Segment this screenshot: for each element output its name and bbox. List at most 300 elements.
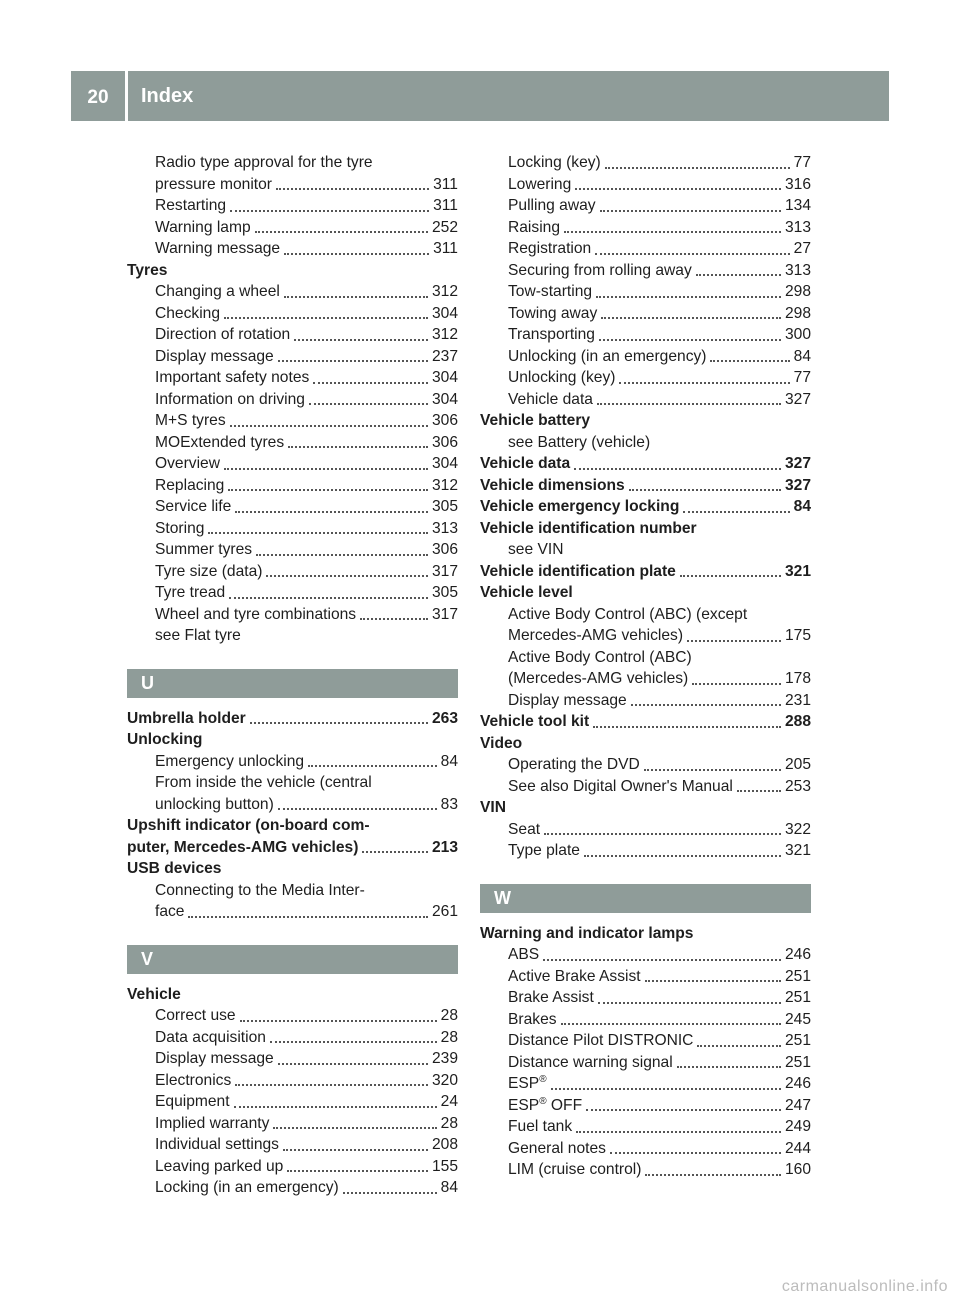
dot-leader bbox=[343, 1191, 437, 1194]
page-reference: 263 bbox=[431, 709, 458, 727]
page-reference: 312 bbox=[431, 326, 458, 343]
entry-text: ABS bbox=[508, 946, 540, 963]
registered-mark: ® bbox=[539, 1074, 547, 1085]
entry-text: Implied warranty bbox=[155, 1114, 270, 1132]
dot-leader bbox=[586, 1108, 781, 1111]
page-reference: 320 bbox=[431, 1071, 458, 1089]
entry-label bbox=[508, 260, 692, 282]
entry-text: Distance warning signal bbox=[508, 1053, 673, 1071]
entry-text: Pulling away bbox=[508, 197, 596, 214]
page-reference: 28 bbox=[440, 1114, 458, 1132]
page-reference: 246 bbox=[784, 1075, 811, 1092]
dot-leader bbox=[273, 1126, 436, 1129]
page-reference: 247 bbox=[784, 1096, 811, 1114]
entry-text: face bbox=[155, 903, 185, 920]
entry-text: Distance Pilot DISTRONIC bbox=[508, 1032, 694, 1049]
dot-leader bbox=[551, 1087, 781, 1090]
entry-label bbox=[508, 987, 594, 1009]
entry-label bbox=[508, 625, 683, 647]
index-entry[interactable] bbox=[127, 1134, 458, 1156]
index-entry[interactable] bbox=[127, 303, 458, 325]
index-entry[interactable] bbox=[127, 1048, 458, 1070]
entry-text: Changing a wheel bbox=[155, 283, 280, 300]
entry-label bbox=[480, 711, 589, 733]
index-entry[interactable] bbox=[480, 840, 811, 862]
entry-label bbox=[155, 1027, 266, 1049]
entry-text: Electronics bbox=[155, 1071, 232, 1089]
entry-label bbox=[508, 944, 539, 966]
index-subline: see VIN bbox=[508, 541, 564, 558]
dot-leader bbox=[313, 381, 428, 384]
page-reference: 84 bbox=[440, 752, 458, 770]
page-reference: 24 bbox=[440, 1093, 458, 1110]
page-reference: 251 bbox=[784, 1053, 811, 1071]
index-heading-entry[interactable] bbox=[127, 708, 458, 730]
index-entry[interactable] bbox=[480, 987, 811, 1009]
page-reference: 213 bbox=[431, 838, 458, 856]
dot-leader bbox=[598, 1001, 781, 1004]
page-reference: 239 bbox=[431, 1050, 458, 1067]
index-entry[interactable] bbox=[480, 1052, 811, 1074]
index-entry[interactable] bbox=[127, 1005, 458, 1027]
dot-leader bbox=[697, 1044, 781, 1047]
entry-text: Umbrella holder bbox=[127, 709, 246, 727]
page-reference: 84 bbox=[440, 1179, 458, 1196]
entry-text: Display message bbox=[155, 1050, 274, 1067]
dot-leader bbox=[692, 682, 781, 685]
entry-label bbox=[155, 324, 290, 346]
page-reference: 298 bbox=[784, 304, 811, 322]
page-reference: 160 bbox=[784, 1161, 811, 1178]
entry-text: Tyre size (data) bbox=[155, 562, 263, 580]
entry-text: Registration bbox=[508, 240, 592, 257]
entry-label bbox=[155, 238, 280, 260]
entry-label bbox=[480, 496, 679, 518]
index-subline: From inside the vehicle (central bbox=[155, 774, 372, 791]
entry-label bbox=[508, 754, 640, 776]
page-reference: 249 bbox=[784, 1118, 811, 1135]
dot-leader bbox=[224, 316, 428, 319]
index-entry[interactable] bbox=[480, 1138, 811, 1160]
entry-text: Storing bbox=[155, 519, 205, 537]
index-entry[interactable] bbox=[480, 1009, 811, 1031]
entry-label bbox=[155, 751, 304, 773]
index-entry[interactable] bbox=[480, 260, 811, 282]
index-entry[interactable] bbox=[127, 475, 458, 497]
page-reference: 305 bbox=[431, 584, 458, 601]
entry-text: Leaving parked up bbox=[155, 1157, 284, 1175]
watermark: carmanualsonline.info bbox=[781, 1278, 948, 1295]
index-subline: Radio type approval for the tyre bbox=[155, 154, 373, 171]
dot-leader bbox=[574, 467, 781, 470]
page-reference: 327 bbox=[784, 390, 811, 408]
entry-label bbox=[508, 389, 593, 411]
dot-leader bbox=[228, 488, 428, 491]
entry-text: Information on driving bbox=[155, 390, 305, 408]
entry-label bbox=[508, 1159, 641, 1181]
page-reference: 327 bbox=[784, 455, 811, 472]
entry-text: Data acquisition bbox=[155, 1028, 266, 1046]
page-reference: 304 bbox=[431, 304, 458, 322]
page-reference: 246 bbox=[784, 946, 811, 963]
page-reference: 252 bbox=[431, 218, 458, 236]
entry-text: Correct use bbox=[155, 1007, 236, 1024]
entry-text: M+S tyres bbox=[155, 412, 226, 429]
entry-text: puter, Mercedes-AMG vehicles) bbox=[127, 838, 359, 856]
index-heading: USB devices bbox=[127, 860, 222, 877]
index-heading-entry[interactable] bbox=[480, 453, 811, 475]
page-reference: 251 bbox=[784, 967, 811, 985]
dot-leader bbox=[287, 1169, 428, 1172]
index-heading-entry[interactable] bbox=[480, 475, 811, 497]
index-entry[interactable] bbox=[480, 754, 811, 776]
index-heading: Upshift indicator (on-board com- bbox=[127, 817, 370, 834]
entry-text: Vehicle dimensions bbox=[480, 476, 625, 494]
entry-label bbox=[480, 475, 625, 497]
index-entry[interactable] bbox=[127, 604, 458, 626]
page-reference: 83 bbox=[440, 795, 458, 813]
entry-label bbox=[155, 1177, 339, 1199]
index-subline: Active Body Control (ABC) (except bbox=[508, 605, 748, 623]
page-reference: 305 bbox=[431, 498, 458, 515]
dot-leader bbox=[631, 703, 781, 706]
page-reference: 304 bbox=[431, 390, 458, 408]
index-entry[interactable] bbox=[127, 367, 458, 389]
index-heading-entry[interactable] bbox=[480, 711, 811, 733]
index-heading-entry[interactable] bbox=[480, 496, 811, 518]
dot-leader bbox=[284, 295, 428, 298]
index-entry[interactable] bbox=[127, 1156, 458, 1178]
dot-leader bbox=[309, 402, 428, 405]
index-entry[interactable] bbox=[127, 901, 458, 923]
page-reference: 321 bbox=[784, 842, 811, 859]
entry-text: Locking (key) bbox=[508, 154, 601, 171]
dot-leader bbox=[230, 424, 428, 427]
index-entry[interactable] bbox=[127, 496, 458, 518]
entry-text: ESP bbox=[508, 1075, 540, 1092]
entry-label bbox=[155, 1091, 230, 1113]
index-entry[interactable] bbox=[127, 539, 458, 561]
entry-label bbox=[155, 1113, 269, 1135]
index-subline: see Flat tyre bbox=[155, 627, 241, 644]
index-entry[interactable] bbox=[480, 776, 811, 798]
entry-label bbox=[480, 561, 676, 583]
index-entry[interactable] bbox=[127, 410, 458, 432]
entry-text: Equipment bbox=[155, 1093, 230, 1110]
dot-leader bbox=[599, 338, 781, 341]
index-heading: Unlocking bbox=[127, 731, 203, 748]
page-reference: 317 bbox=[431, 605, 458, 623]
index-entry[interactable] bbox=[127, 794, 458, 816]
dot-leader bbox=[593, 725, 781, 728]
index-entry[interactable] bbox=[480, 195, 811, 217]
index-entry[interactable] bbox=[480, 1030, 811, 1052]
entry-text: Restarting bbox=[155, 197, 227, 214]
index-heading: Vehicle battery bbox=[480, 412, 591, 429]
index-entry[interactable] bbox=[480, 625, 811, 647]
entry-label bbox=[508, 238, 591, 260]
dot-leader bbox=[644, 768, 781, 771]
dot-leader bbox=[255, 230, 428, 233]
entry-label bbox=[155, 1048, 274, 1070]
entry-label bbox=[155, 901, 184, 923]
index-entry[interactable] bbox=[480, 1116, 811, 1138]
entry-text: Seat bbox=[508, 820, 541, 838]
page-reference: 175 bbox=[784, 627, 811, 644]
dot-leader bbox=[235, 510, 428, 513]
dot-leader bbox=[737, 789, 781, 792]
entry-text: Raising bbox=[508, 218, 561, 236]
page-reference: 178 bbox=[784, 670, 811, 687]
index-entry[interactable] bbox=[127, 324, 458, 346]
index-entry[interactable] bbox=[480, 324, 811, 346]
page-reference: 322 bbox=[784, 820, 811, 838]
index-entry[interactable] bbox=[127, 1113, 458, 1135]
dot-leader bbox=[584, 854, 781, 857]
entry-label bbox=[155, 1005, 236, 1027]
index-entry[interactable] bbox=[127, 582, 458, 604]
index-entry[interactable] bbox=[480, 152, 811, 174]
index-entry[interactable] bbox=[127, 1177, 458, 1199]
entry-text: See also Digital Owner's Manual bbox=[508, 777, 733, 795]
index-entry[interactable] bbox=[127, 217, 458, 239]
index-entry[interactable] bbox=[480, 944, 811, 966]
index-column-left bbox=[127, 152, 458, 1199]
index-entry[interactable] bbox=[480, 303, 811, 325]
dot-leader bbox=[284, 252, 429, 255]
entry-text: Transporting bbox=[508, 326, 595, 343]
page-reference: 155 bbox=[431, 1157, 458, 1175]
index-entry[interactable] bbox=[480, 238, 811, 260]
section-letter-header: U bbox=[127, 669, 458, 698]
entry-text: Fuel tank bbox=[508, 1118, 573, 1135]
entry-text: Wheel and tyre combinations bbox=[155, 605, 357, 623]
dot-leader bbox=[283, 1148, 428, 1151]
index-entry[interactable] bbox=[127, 453, 458, 475]
dot-leader bbox=[188, 915, 427, 918]
entry-text: Checking bbox=[155, 304, 221, 322]
index-entry[interactable] bbox=[480, 690, 811, 712]
dot-leader bbox=[680, 574, 781, 577]
page-reference: 84 bbox=[793, 347, 811, 365]
dot-leader bbox=[544, 832, 781, 835]
index-entry[interactable] bbox=[480, 1073, 811, 1095]
entry-text: Replacing bbox=[155, 476, 225, 494]
page-reference: 313 bbox=[784, 218, 811, 236]
entry-label bbox=[155, 281, 280, 303]
entry-label bbox=[155, 582, 225, 604]
entry-text: unlocking button) bbox=[155, 795, 274, 813]
page-reference: 321 bbox=[784, 562, 811, 580]
dot-leader bbox=[224, 467, 428, 470]
entry-label bbox=[508, 174, 571, 196]
entry-text: Vehicle data bbox=[508, 390, 593, 408]
entry-label bbox=[155, 475, 224, 497]
dot-leader bbox=[561, 1022, 781, 1025]
dot-leader bbox=[360, 617, 428, 620]
index-heading: Vehicle identification number bbox=[480, 519, 697, 537]
entry-label bbox=[508, 668, 688, 690]
entry-label bbox=[155, 453, 220, 475]
index-entry[interactable] bbox=[480, 281, 811, 303]
dot-leader bbox=[256, 553, 428, 556]
dot-leader bbox=[240, 1019, 437, 1022]
page-reference: 288 bbox=[784, 713, 811, 730]
page-reference: 327 bbox=[784, 476, 811, 494]
index-entry[interactable] bbox=[127, 751, 458, 773]
entry-label bbox=[155, 410, 226, 432]
entry-label bbox=[155, 367, 309, 389]
entry-text: Operating the DVD bbox=[508, 756, 640, 773]
dot-leader bbox=[683, 510, 789, 513]
page-reference: 306 bbox=[431, 541, 458, 558]
dot-leader bbox=[276, 187, 429, 190]
index-entry[interactable] bbox=[127, 281, 458, 303]
index-entry[interactable] bbox=[127, 346, 458, 368]
entry-text: Direction of rotation bbox=[155, 326, 291, 343]
page-reference: 311 bbox=[433, 240, 458, 257]
index-entry[interactable] bbox=[480, 174, 811, 196]
entry-label bbox=[508, 1009, 557, 1031]
entry-label bbox=[155, 1156, 283, 1178]
index-column-right bbox=[480, 152, 811, 1181]
dot-leader bbox=[235, 1083, 428, 1086]
index-entry[interactable] bbox=[127, 1027, 458, 1049]
entry-label bbox=[508, 324, 595, 346]
page-reference: 317 bbox=[431, 562, 458, 580]
entry-label bbox=[155, 217, 251, 239]
entry-text: Mercedes-AMG vehicles) bbox=[508, 627, 684, 644]
page-reference: 231 bbox=[784, 691, 811, 709]
index-entry[interactable] bbox=[480, 668, 811, 690]
dot-leader bbox=[230, 209, 429, 212]
index-entry[interactable] bbox=[480, 966, 811, 988]
dot-leader bbox=[619, 381, 789, 384]
index-entry[interactable] bbox=[127, 389, 458, 411]
index-entry[interactable] bbox=[480, 819, 811, 841]
index-entry[interactable] bbox=[127, 518, 458, 540]
index-entry[interactable] bbox=[480, 346, 811, 368]
page-header bbox=[71, 71, 889, 121]
index-heading: Tyres bbox=[127, 261, 168, 279]
index-entry[interactable] bbox=[127, 1091, 458, 1113]
page-reference: 251 bbox=[784, 1032, 811, 1049]
page-reference: 300 bbox=[784, 326, 811, 343]
dot-leader bbox=[278, 359, 428, 362]
index-entry[interactable] bbox=[127, 174, 458, 196]
entry-label bbox=[508, 1052, 673, 1074]
page-reference: 312 bbox=[431, 476, 458, 494]
entry-label bbox=[508, 346, 706, 368]
entry-label bbox=[508, 776, 733, 798]
page-reference: 244 bbox=[784, 1139, 811, 1157]
page-reference: 77 bbox=[793, 154, 811, 171]
dot-leader bbox=[270, 1040, 437, 1043]
dot-leader bbox=[278, 1062, 428, 1065]
index-entry[interactable] bbox=[127, 195, 458, 217]
page-reference: 205 bbox=[784, 756, 811, 773]
entry-label bbox=[155, 518, 204, 540]
entry-text: (Mercedes-AMG vehicles) bbox=[508, 670, 689, 687]
entry-label bbox=[508, 1095, 582, 1117]
dot-leader bbox=[597, 402, 781, 405]
index-subline: Active Body Control (ABC) bbox=[508, 648, 692, 666]
registered-mark: ® bbox=[539, 1095, 547, 1107]
entry-label bbox=[508, 217, 560, 239]
page-reference: 77 bbox=[793, 369, 811, 386]
entry-text: Brakes bbox=[508, 1010, 557, 1028]
index-entry[interactable] bbox=[127, 561, 458, 583]
entry-label bbox=[508, 152, 601, 174]
index-heading: Vehicle bbox=[127, 985, 181, 1003]
page-reference: 306 bbox=[431, 433, 458, 451]
entry-text: Towing away bbox=[508, 304, 598, 322]
index-subline: Connecting to the Media Inter- bbox=[155, 881, 365, 899]
index-heading: Vehicle level bbox=[480, 584, 573, 601]
dot-leader bbox=[278, 807, 437, 810]
entry-text: Locking (in an emergency) bbox=[155, 1179, 339, 1196]
entry-label bbox=[155, 561, 262, 583]
entry-label bbox=[155, 1070, 231, 1092]
entry-label bbox=[508, 1138, 606, 1160]
dot-leader bbox=[543, 958, 781, 961]
page-reference: 28 bbox=[440, 1007, 458, 1024]
index-entry[interactable] bbox=[480, 389, 811, 411]
entry-label bbox=[155, 346, 274, 368]
index-heading-entry[interactable] bbox=[127, 837, 458, 859]
entry-text: Tow-starting bbox=[508, 283, 593, 300]
entry-text: Warning lamp bbox=[155, 218, 251, 236]
entry-text: Warning message bbox=[155, 240, 281, 257]
entry-text: Vehicle identification plate bbox=[480, 562, 676, 580]
entry-label bbox=[155, 174, 272, 196]
index-entry[interactable] bbox=[480, 1159, 811, 1181]
page-reference: 84 bbox=[793, 498, 811, 515]
entry-text: Service life bbox=[155, 498, 232, 515]
entry-label bbox=[508, 1073, 547, 1095]
entry-label bbox=[508, 367, 615, 389]
page-reference: 304 bbox=[431, 369, 458, 386]
page-reference: 306 bbox=[431, 412, 458, 429]
index-entry[interactable] bbox=[127, 1070, 458, 1092]
page-reference: 311 bbox=[433, 175, 458, 193]
entry-text-suffix: OFF bbox=[546, 1096, 583, 1114]
dot-leader bbox=[677, 1065, 781, 1068]
entry-label bbox=[155, 539, 252, 561]
dot-leader bbox=[595, 252, 789, 255]
index-entry[interactable] bbox=[480, 1095, 811, 1117]
page-reference: 208 bbox=[431, 1136, 458, 1153]
dot-leader bbox=[229, 596, 428, 599]
index-entry[interactable] bbox=[127, 432, 458, 454]
entry-label bbox=[155, 604, 356, 626]
index-heading: Video bbox=[480, 734, 523, 752]
entry-label bbox=[155, 1134, 279, 1156]
entry-text: Summer tyres bbox=[155, 541, 253, 558]
index-heading-entry[interactable] bbox=[480, 561, 811, 583]
index-entry[interactable] bbox=[127, 238, 458, 260]
header-divider bbox=[125, 71, 128, 121]
entry-text: Tyre tread bbox=[155, 584, 226, 601]
dot-leader bbox=[288, 445, 428, 448]
index-heading: VIN bbox=[480, 799, 506, 816]
index-entry[interactable] bbox=[480, 217, 811, 239]
entry-label bbox=[155, 794, 274, 816]
entry-label bbox=[508, 1116, 572, 1138]
entry-text: Brake Assist bbox=[508, 989, 594, 1006]
index-entry[interactable] bbox=[480, 367, 811, 389]
entry-text: Securing from rolling away bbox=[508, 261, 692, 279]
